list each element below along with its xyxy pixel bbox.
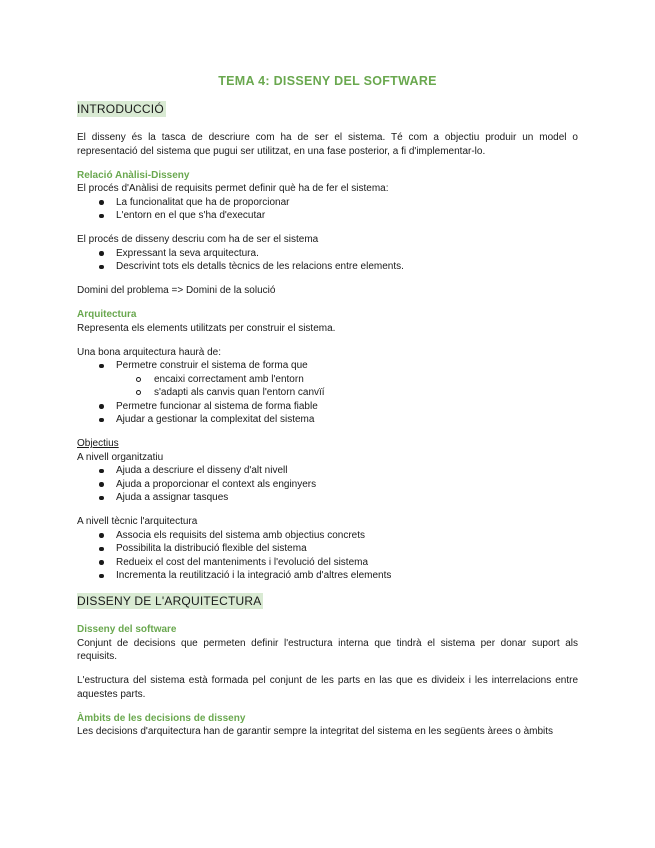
list-item: Redueix el cost del manteniments i l'evolució del sistema	[77, 556, 578, 570]
sub-list-item: encaixi correctament amb l'entorn	[77, 373, 578, 387]
architecture-list-continued	[77, 400, 578, 427]
list-item: Ajuda a proporcionar el context als enginyers	[77, 478, 578, 492]
subheading-relacio: Relació Anàlisi-Disseny	[77, 169, 190, 181]
list-item: Associa els requisits del sistema amb objectius concrets	[77, 529, 578, 543]
list-item: Permetre funcionar al sistema de forma fiable	[77, 400, 578, 414]
subheading-disseny-software: Disseny del software	[77, 624, 177, 635]
list-item: Expressant la seva arquitectura.	[77, 247, 578, 261]
arquitectura-definition: Representa els elements utilitzats per construir el sistema.	[77, 322, 336, 334]
list-item: Ajudar a gestionar la complexitat del sistema	[77, 413, 578, 427]
tech-line: A nivell tècnic l'arquitectura	[77, 516, 198, 527]
architecture-sublist	[77, 373, 578, 400]
document-title: TEMA 4: DISSENY DEL SOFTWARE	[218, 74, 437, 88]
tech-list	[77, 529, 578, 583]
list-item: L'entorn en el que s'ha d'executar	[77, 209, 578, 223]
design-line: El procés de disseny descriu com ha de ser el sistema	[77, 234, 319, 245]
list-item: La funcionalitat que ha de proporcionar	[77, 196, 578, 210]
list-item: Descrivint tots els detalls tècnics de les relacions entre elements.	[77, 260, 578, 274]
org-line: A nivell organitzatiu	[77, 451, 164, 463]
subheading-objectius: Objectius	[77, 438, 119, 449]
section-heading-introduccio: INTRODUCCIÓ	[77, 102, 164, 116]
domain-line: Domini del problema => Domini de la solució	[77, 285, 276, 296]
org-list	[77, 464, 578, 505]
intro-paragraph: El disseny és la tasca de descriure com ha de ser el sistema. Té com a objectiu produir un model o representació del sistema que pugui ser utilitzat, en una fase posterior, a fi d'implementar-lo.	[77, 132, 578, 157]
architecture-list	[77, 359, 578, 373]
section-heading-disseny-arquitectura: DISSENY DE L'ARQUITECTURA	[77, 594, 262, 608]
subheading-arquitectura: Arquitectura	[77, 309, 137, 320]
good-architecture-line: Una bona arquitectura haurà de:	[77, 346, 221, 358]
list-item: Permetre construir el sistema de forma que	[77, 359, 578, 373]
software-paragraph-2: L'estructura del sistema està formada pel conjunt de les parts en las que es divideix i les interrelacions entre aquestes parts.	[77, 675, 578, 700]
list-item: Incrementa la reutilització i la integració amb d'altres elements	[77, 569, 578, 583]
list-item: Possibilita la distribució flexible del sistema	[77, 542, 578, 556]
design-list	[77, 247, 578, 274]
subheading-ambits: Àmbits de les decisions de disseny	[77, 712, 246, 724]
software-paragraph-1: Conjunt de decisions que permeten definir l'estructura interna que tindrà el sistema per donar suport als requisits.	[77, 637, 578, 662]
analysis-list	[77, 196, 578, 223]
sub-list-item: s'adapti als canvis quan l'entorn canvïí	[77, 386, 578, 400]
ambits-paragraph: Les decisions d'arquitectura han de garantir sempre la integritat del sistema en les següents àrees o àmbits	[77, 726, 554, 737]
list-item: Ajuda a descriure el disseny d'alt nivell	[77, 464, 578, 478]
list-item: Ajuda a assignar tasques	[77, 491, 578, 505]
analysis-line: El procés d'Anàlisi de requisits permet definir què ha de fer el sistema:	[77, 183, 389, 194]
